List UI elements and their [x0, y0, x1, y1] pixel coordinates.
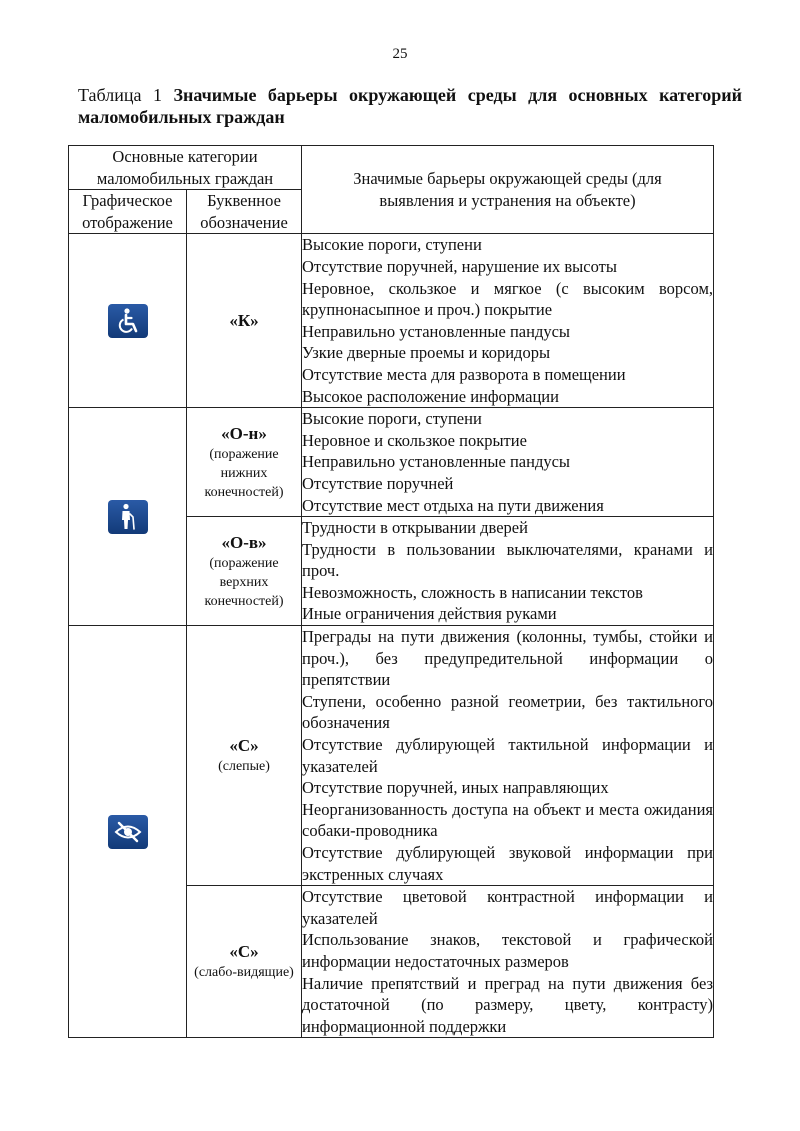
barrier-item: Отсутствие дублирующей тактильной информации и указателей	[302, 735, 714, 776]
code-cell	[187, 408, 302, 517]
barrier-item: Отсутствие дублирующей звуковой информации при экстренных случаях	[302, 843, 714, 884]
barrier-item: Высокие пороги, ступени	[302, 235, 482, 255]
table-row	[69, 626, 714, 886]
wheelchair-icon	[108, 304, 148, 338]
caption-title: Значимые барьеры окружающей среды для основных категорий маломобильных граждан	[78, 85, 743, 127]
barrier-item: Трудности в пользовании выключателями, кранами и проч.	[302, 539, 714, 581]
category-code: «О-в»	[221, 532, 267, 552]
category-note: (поражение нижних конечностей)	[204, 446, 284, 500]
graphic-cell	[69, 234, 187, 408]
header-barriers: Значимые барьеры окружающей среды (для выявления и устранения на объекте)	[302, 146, 714, 234]
barrier-item: Неровное, скользкое и мягкое (с высоким ворсом, крупнонасыпное и проч.) покрытие	[302, 278, 714, 320]
header-main-categories: Основные категории маломобильных граждан	[69, 146, 302, 190]
header-graphic: Графическое отображение	[69, 190, 187, 234]
graphic-cell	[69, 626, 187, 1038]
barrier-item: Отсутствие поручней, иных направляющих	[302, 778, 609, 798]
category-code: «С»	[229, 736, 259, 756]
category-note: (поражение верхних конечностей)	[204, 555, 284, 609]
table-caption	[78, 84, 742, 128]
barrier-item: Неправильно установленные пандусы	[302, 452, 570, 472]
barrier-item: Преграды на пути движения (колонны, тумбы, стойки и проч.), без предупредительной информации о препятствии	[302, 627, 714, 690]
barrier-item: Высокое расположение информации	[302, 386, 559, 406]
barrier-item: Наличие препятствий и преград на пути движения без достаточной (по размеру, цвету, контрасту) информационной поддержки	[302, 973, 714, 1036]
code-cell	[187, 886, 302, 1038]
category-code: «О-н»	[221, 423, 267, 443]
table-row	[69, 234, 714, 408]
barrier-item: Неорганизованность доступа на объект и места ожидания собаки-проводника	[302, 799, 714, 841]
code-cell	[187, 234, 302, 408]
header-letter: Буквенное обозначение	[187, 190, 302, 234]
code-cell	[187, 626, 302, 886]
barrier-item: Отсутствие мест отдыха на пути движения	[302, 495, 604, 515]
barrier-item: Невозможность, сложность в написании текстов	[302, 582, 643, 602]
barrier-item: Узкие дверные проемы и коридоры	[302, 343, 551, 363]
barrier-item: Ступени, особенно разной геометрии, без тактильного обозначения	[302, 691, 714, 733]
page-number: 25	[392, 46, 408, 62]
barriers-cell	[302, 234, 714, 408]
crossed-eye-icon	[108, 815, 148, 849]
barrier-item: Высокие пороги, ступени	[302, 409, 482, 429]
walking-cane-icon	[108, 500, 148, 534]
barrier-item: Трудности в открывании дверей	[302, 518, 528, 538]
barriers-cell	[302, 886, 714, 1038]
barrier-item: Отсутствие места для разворота в помещении	[302, 364, 626, 384]
barrier-item: Отсутствие цветовой контрастной информации и указателей	[302, 887, 714, 928]
barriers-cell	[302, 626, 714, 886]
barrier-item: Неровное и скользкое покрытие	[302, 430, 527, 450]
code-cell	[187, 517, 302, 626]
caption-prefix: Таблица 1	[78, 85, 174, 105]
category-code: «С»	[229, 942, 259, 962]
barrier-item: Использование знаков, текстовой и графической информации недостаточных размеров	[302, 930, 714, 971]
barriers-cell	[302, 408, 714, 517]
category-code: «К»	[229, 310, 259, 330]
table-row	[69, 408, 714, 517]
category-note: (слабо-видящие)	[194, 965, 294, 981]
barrier-item: Отсутствие поручней, нарушение их высоты	[302, 256, 617, 276]
graphic-cell	[69, 408, 187, 626]
barrier-item: Неправильно установленные пандусы	[302, 321, 570, 341]
category-note: (слепые)	[218, 759, 270, 775]
barrier-item: Отсутствие поручней	[302, 473, 454, 493]
barriers-cell	[302, 517, 714, 626]
barrier-item: Иные ограничения действия руками	[302, 604, 557, 624]
barriers-table	[68, 145, 714, 1038]
